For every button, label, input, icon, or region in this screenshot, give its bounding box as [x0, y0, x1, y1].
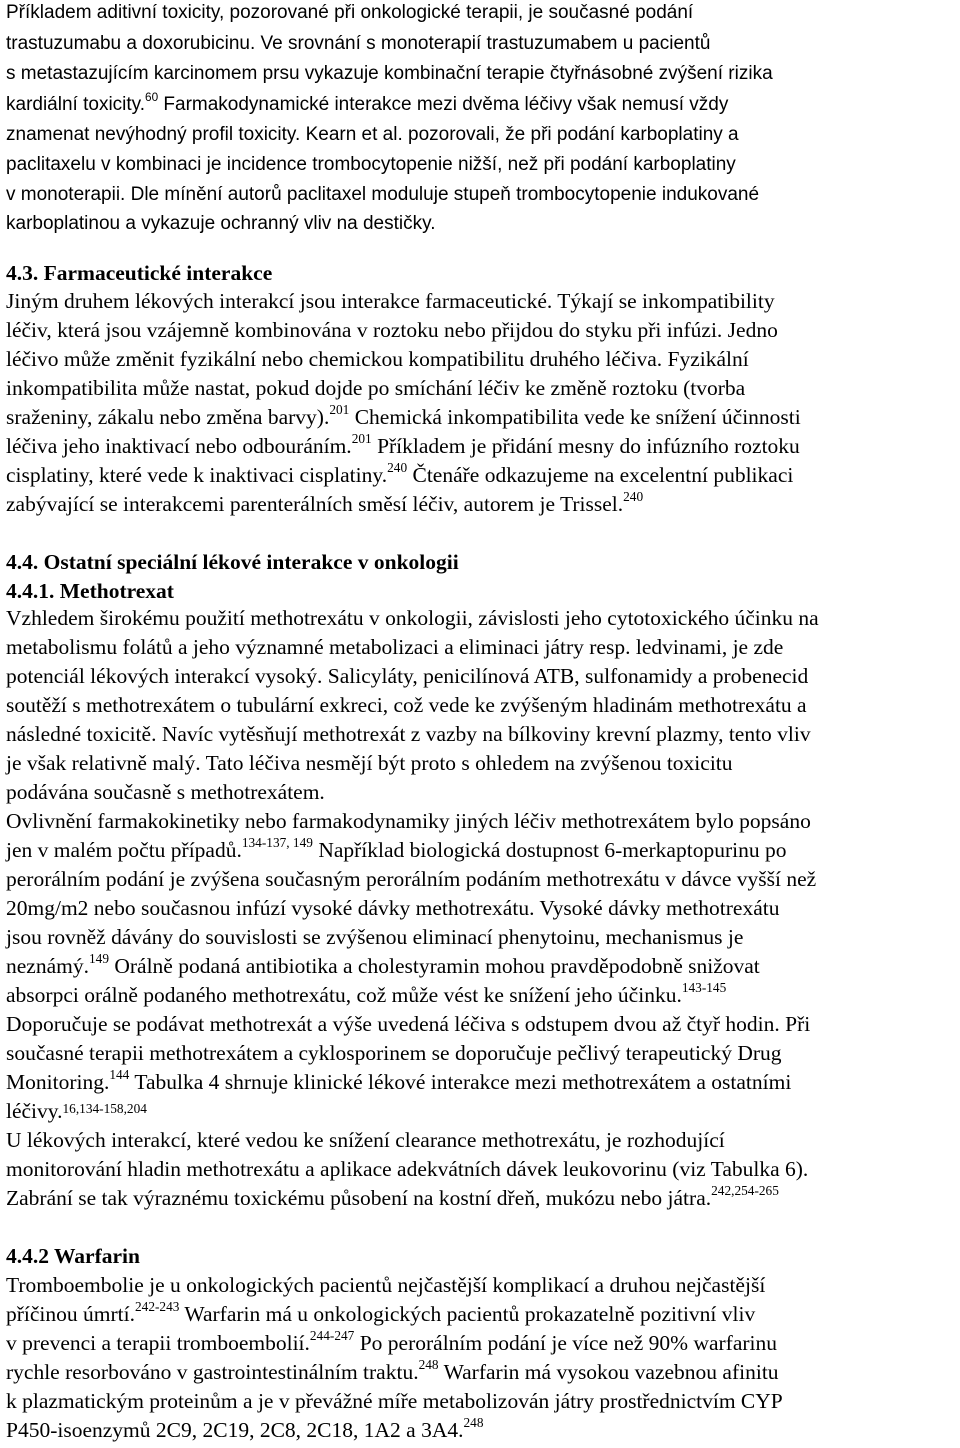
- paragraph-line: [6, 898, 779, 920]
- text: cisplatiny, které vede k inaktivaci cisplatiny.: [6, 463, 388, 487]
- text: rychle resorbováno v gastrointestinálním traktu.: [6, 1360, 419, 1384]
- text: sraženiny, zákalu nebo změna barvy).: [6, 405, 330, 429]
- text: monitorování hladin methotrexátu a aplikace adekvátních dávek leukovorinu (viz Tabulka 6).: [6, 1157, 809, 1181]
- paragraph-line: [6, 1391, 783, 1413]
- paragraph-line: [6, 979, 727, 1007]
- citation-ref: 248: [463, 1414, 484, 1430]
- text: Jiným druhem lékových interakcí jsou interakce farmaceutické. Týkají se inkompatibility: [6, 289, 775, 313]
- text: léčiv, která jsou vzájemně kombinována v roztoku nebo přijdou do styku při infúzi. Jedno: [6, 318, 778, 342]
- text: k plazmatickým proteinům a je v převážné míře metabolizován játry prostřednictvím CYP: [6, 1389, 783, 1413]
- text: Například biologická dostupnost 6-merkaptopurinu po: [312, 838, 787, 862]
- paragraph-line: [6, 869, 816, 891]
- heading-text: 4.4.1. Methotrexat: [6, 579, 174, 603]
- text: léčivy.: [6, 1099, 63, 1123]
- citation-ref: 16,134-158,204: [62, 1101, 147, 1117]
- paragraph-line: [6, 834, 787, 862]
- paragraph-line: [6, 637, 783, 659]
- text: Chemická inkompatibilita vede ke snížení účinnosti: [349, 405, 801, 429]
- text: Čtenáře odkazujeme na excelentní publikaci: [407, 463, 794, 487]
- text: Tromboembolie je u onkologických pacientů nejčastější komplikací a druhou nejčastější: [6, 1273, 766, 1297]
- text: znamenat nevýhodný profil toxicity. Kearn et al. pozorovali, že při podání karboplatiny a: [6, 124, 739, 145]
- text: Ovlivnění farmakokinetiky nebo farmakodynamiky jiných léčiv methotrexátem bylo popsáno: [6, 809, 811, 833]
- text: U lékových interakcí, které vedou ke snížení clearance methotrexátu, je rozhodující: [6, 1128, 725, 1152]
- paragraph-line: [6, 1298, 756, 1326]
- citation-ref: 240: [387, 459, 408, 475]
- citation-ref: 201: [351, 430, 372, 446]
- paragraph-line: [6, 401, 801, 429]
- text: Zabrání se tak výraznému toxickému působení na kostní dřeň, mukózu nebo játra.: [6, 1186, 712, 1210]
- text: v monoterapii. Dle mínění autorů paclitaxel moduluje stupeň trombocytopenie indukované: [6, 184, 760, 205]
- text: Warfarin má vysokou vazebnou afinitu: [438, 1360, 779, 1384]
- paragraph-line: [6, 349, 749, 371]
- paragraph-line: [6, 3, 693, 22]
- text: Po perorálním podání je více než 90% warfarinu: [354, 1331, 778, 1355]
- paragraph-line: [6, 1043, 782, 1065]
- subsection-heading: [6, 581, 174, 603]
- text: 20mg/m2 nebo současnou infúzí vysoké dávky methotrexátu. Vysoké dávky methotrexátu: [6, 896, 780, 920]
- text: je však relativně malý. Tato léčiva nesmějí být proto s ohledem na zvýšenou toxicitu: [6, 751, 733, 775]
- text: trastuzumabu a doxorubicinu. Ve srovnání s monoterapií trastuzumabem u pacientů: [6, 33, 711, 54]
- citation-ref: 244-247: [309, 1327, 355, 1343]
- paragraph-line: [6, 1327, 778, 1355]
- text: perorálním podání je zvýšena současným perorálním podáním methotrexátu v dávce vyšší než: [6, 867, 817, 891]
- text: zabývající se interakcemi parenterálních směsí léčiv, autorem je Trissel.: [6, 492, 624, 516]
- text: léčiva jeho inaktivací nebo odbouráním.: [6, 434, 352, 458]
- subsection-heading: [6, 1246, 140, 1268]
- text: Farmakodynamické interakce mezi dvěma léčivy však nemusí vždy: [158, 94, 729, 115]
- text: současné terapii methotrexátem a cyklosporinem se doporučuje pečlivý terapeutický Drug: [6, 1041, 782, 1065]
- paragraph-line: [6, 459, 794, 487]
- paragraph-line: [6, 378, 745, 400]
- paragraph-line: [6, 34, 710, 53]
- paragraph-line: [6, 1414, 484, 1442]
- paragraph-line: [6, 185, 759, 204]
- text: Příkladem je přidání mesny do infúzního roztoku: [371, 434, 800, 458]
- paragraph-line: [6, 1182, 779, 1210]
- text: Monitoring.: [6, 1070, 110, 1094]
- paragraph-line: [6, 724, 811, 746]
- citation-ref: 143-145: [681, 979, 727, 995]
- text: v prevenci a terapii tromboembolií.: [6, 1331, 310, 1355]
- text: soutěží s methotrexátem o tubulární exkreci, což vede ke zvýšeným hladinám methotrexátu a: [6, 693, 807, 717]
- citation-ref: 248: [418, 1356, 439, 1372]
- text: s metastazujícím karcinomem prsu vykazuje kombinační terapie čtyřnásobné zvýšení rizika: [6, 63, 773, 84]
- text: Warfarin má u onkologických pacientů prokazatelně pozitivní vliv: [179, 1302, 756, 1326]
- paragraph-line: [6, 1066, 792, 1094]
- citation-ref: 240: [623, 488, 644, 504]
- text: Orálně podaná antibiotika a cholestyramin mohou pravděpodobně snižovat: [108, 954, 760, 978]
- paragraph-line: [6, 1356, 779, 1384]
- citation-ref: 144: [109, 1066, 130, 1082]
- paragraph-line: [6, 950, 760, 978]
- citation-ref: 149: [88, 950, 109, 966]
- text: kardiální toxicity.: [6, 94, 146, 115]
- paragraph-line: [6, 1159, 808, 1181]
- text: podávána současně s methotrexátem.: [6, 780, 325, 804]
- text: paclitaxelu v kombinaci je incidence trombocytopenie nižší, než při podání karboplatiny: [6, 154, 736, 175]
- heading-text: 4.4.2 Warfarin: [6, 1244, 140, 1268]
- text: potenciál lékových interakcí vysoký. Salicyláty, penicilínová ATB, sulfonamidy a probenecid: [6, 664, 809, 688]
- citation-ref: 60: [145, 90, 159, 104]
- paragraph-line: [6, 291, 775, 313]
- citation-ref: 242,254-265: [711, 1182, 779, 1198]
- paragraph-line: [6, 1014, 810, 1036]
- text: jsou rovněž dávány do souvislosti se zvýšenou eliminací phenytoinu, mechanismus je: [6, 925, 744, 949]
- citation-ref: 201: [329, 401, 350, 417]
- paragraph-line: [6, 1130, 725, 1152]
- text: P450-isoenzymů 2C9, 2C19, 2C8, 2C18, 1A2 a 3A4.: [6, 1418, 464, 1442]
- citation-ref: 134-137, 149: [241, 834, 313, 850]
- text: příčinou úmrtí.: [6, 1302, 135, 1326]
- paragraph-line: [6, 782, 325, 804]
- text: Vzhledem širokému použití methotrexátu v onkologii, závislosti jeho cytotoxického účinku na: [6, 606, 819, 630]
- citation-ref: 242-243: [134, 1298, 180, 1314]
- paragraph-line: [6, 155, 736, 174]
- text: karboplatinou a vykazuje ochranný vliv na destičky.: [6, 213, 436, 234]
- text: inkompatibilita může nastat, pokud dojde po smíchání léčiv ke změně roztoku (tvorba: [6, 376, 746, 400]
- paragraph-line: [6, 608, 819, 630]
- text: absorpci orálně podaného methotrexátu, což může vést ke snížení jeho účinku.: [6, 983, 682, 1007]
- paragraph-line: [6, 811, 811, 833]
- paragraph-line: [6, 1101, 147, 1123]
- section-heading: [6, 263, 272, 285]
- paragraph-line: [6, 430, 800, 458]
- text: metabolismu folátů a jeho významné metabolizaci a eliminaci játry resp. ledvinami, je zde: [6, 635, 784, 659]
- section-heading: [6, 552, 459, 574]
- paragraph-line: [6, 90, 729, 115]
- paragraph-line: [6, 1275, 765, 1297]
- paragraph-line: [6, 125, 739, 144]
- text: následné toxicitě. Navíc vytěsňují methotrexát z vazby na bílkoviny krevní plazmy, tento vliv: [6, 722, 811, 746]
- text: Doporučuje se podávat methotrexát a výše uvedená léčiva s odstupem dvou až čtyř hodin. Při: [6, 1012, 811, 1036]
- paragraph-line: [6, 214, 436, 233]
- paragraph-line: [6, 695, 807, 717]
- text: Příkladem aditivní toxicity, pozorované při onkologické terapii, je současné podání: [6, 2, 694, 23]
- text: jen v malém počtu případů.: [6, 838, 242, 862]
- paragraph-line: [6, 753, 733, 775]
- text: neznámý.: [6, 954, 89, 978]
- paragraph-line: [6, 64, 773, 83]
- paragraph-line: [6, 488, 644, 516]
- paragraph-line: [6, 320, 778, 342]
- heading-text: 4.3. Farmaceutické interakce: [6, 261, 273, 285]
- paragraph-line: [6, 927, 743, 949]
- text: Tabulka 4 shrnuje klinické lékové interakce mezi methotrexátem a ostatními: [129, 1070, 792, 1094]
- paragraph-line: [6, 666, 808, 688]
- text: léčivo může změnit fyzikální nebo chemickou kompatibilitu druhého léčiva. Fyzikální: [6, 347, 749, 371]
- heading-text: 4.4. Ostatní speciální lékové interakce v onkologii: [6, 550, 459, 574]
